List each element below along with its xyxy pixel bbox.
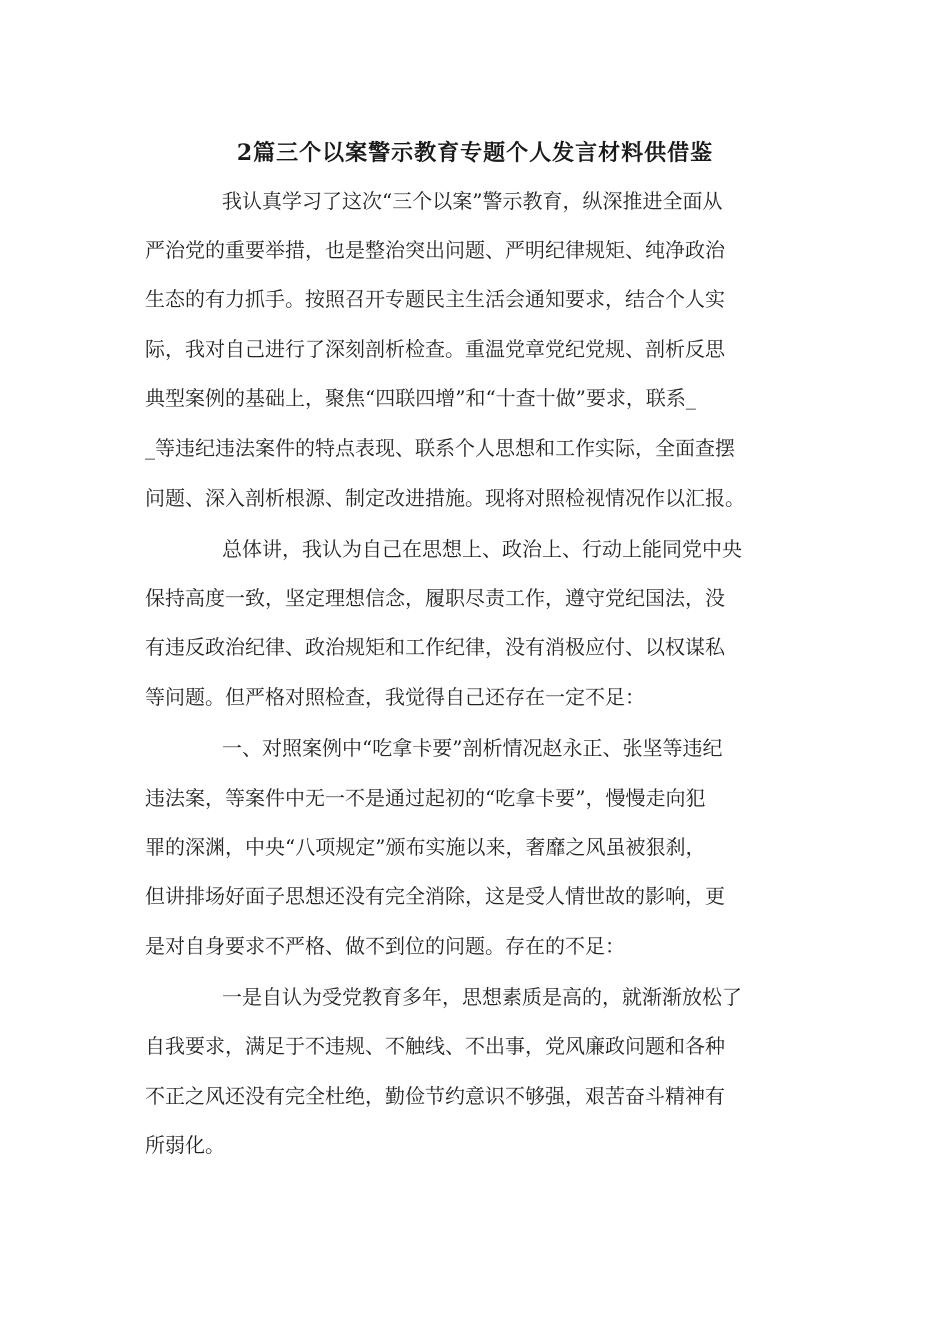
- paragraph-3-line-1: 一、对照案例中“吃拿卡要”剖析情况赵永正、张坚等违纪: [222, 736, 723, 760]
- paragraph-1-line-5: 典型案例的基础上，聚焦“四联四增”和“十查十做”要求，联系_: [145, 386, 696, 410]
- paragraph-3-line-2: 违法案，等案件中无一不是通过起初的“吃拿卡要”，慢慢走向犯: [145, 786, 706, 810]
- paragraph-4-line-4: 所弱化。: [145, 1133, 225, 1157]
- paragraph-1-line-3: 生态的有力抓手。按照召开专题民主生活会通知要求，结合个人实: [145, 287, 725, 311]
- paragraph-2-line-1: 总体讲，我认为自己在思想上、政治上、行动上能同党中央: [222, 537, 742, 561]
- paragraph-1-line-4: 际，我对自己进行了深刻剖析检查。重温党章党纪党规、剖析反思: [145, 337, 725, 361]
- paragraph-4-line-2: 自我要求，满足于不违规、不触线、不出事，党风廉政问题和各种: [145, 1034, 725, 1058]
- paragraph-4-line-3: 不正之风还没有完全杜绝，勤俭节约意识不够强，艰苦奋斗精神有: [145, 1084, 725, 1108]
- paragraph-3-line-4: 但讲排场好面子思想还没有完全消除，这是受人情世故的影响，更: [145, 884, 725, 908]
- paragraph-1-line-7: 问题、深入剖析根源、制定改进措施。现将对照检视情况作以汇报。: [145, 486, 745, 510]
- paragraph-1-line-6: _等违纪违法案件的特点表现、联系个人思想和工作实际，全面查摆: [145, 436, 735, 460]
- document-title: 2篇三个以案警示教育专题个人发言材料供借鉴: [236, 140, 714, 166]
- paragraph-4-line-1: 一是自认为受党教育多年，思想素质是高的，就渐渐放松了: [222, 985, 742, 1009]
- paragraph-3-line-3: 罪的深渊，中央“八项规定”颁布实施以来，奢靡之风虽被狠刹，: [145, 835, 706, 859]
- paragraph-3-line-5: 是对自身要求不严格、做不到位的问题。存在的不足：: [145, 934, 625, 958]
- paragraph-2-line-4: 等问题。但严格对照检查，我觉得自己还存在一定不足：: [145, 685, 645, 709]
- paragraph-1-line-1: 我认真学习了这次“三个以案”警示教育，纵深推进全面从: [222, 189, 723, 213]
- paragraph-2-line-3: 有违反政治纪律、政治规矩和工作纪律，没有消极应付、以权谋私: [145, 635, 725, 659]
- paragraph-1-line-2: 严治党的重要举措，也是整治突出问题、严明纪律规矩、纯净政治: [145, 238, 725, 262]
- paragraph-2-line-2: 保持高度一致，坚定理想信念，履职尽责工作，遵守党纪国法，没: [145, 586, 725, 610]
